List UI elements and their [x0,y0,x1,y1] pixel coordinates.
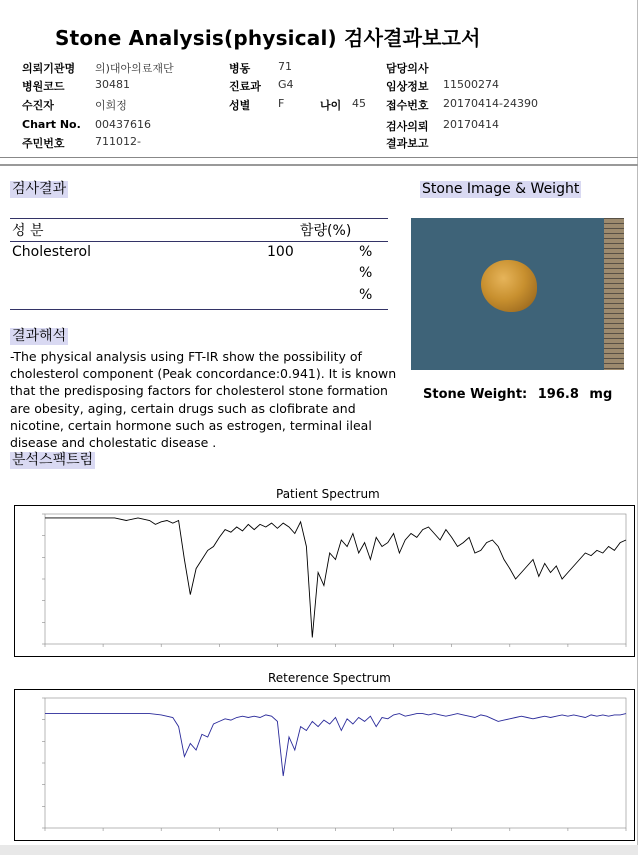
header-label-department: 진료과 [229,80,261,93]
header-label-request-date: 검사의뢰 [386,120,429,133]
header-label-resident-no: 주민번호 [22,137,65,150]
patient-spectrum-chart [14,505,635,657]
header-label-patient: 수진자 [22,99,54,112]
report-title: Stone Analysis(physical) 검사결과보고서 [55,26,481,50]
reference-spectrum-series-line [45,714,626,776]
header-value-patient: 이희정 [95,99,127,112]
patient-spectrum-series-line [45,518,626,638]
header-label-chart-no: Chart No. [22,118,81,131]
header-label-ward: 병동 [229,62,251,75]
header-value-sex: F [278,97,285,110]
patient-spectrum-svg [15,506,634,656]
reference-spectrum-title: Reterence Spectrum [268,671,391,685]
header-value-receipt-no: 20170414-24390 [443,97,538,110]
header-label-receipt-no: 접수번호 [386,99,429,112]
patient-spectrum-title: Patient Spectrum [276,487,380,501]
stone-photo [411,218,624,370]
reference-spectrum-chart [14,689,635,841]
results-row-3-unit: % [359,287,373,303]
stone-weight [423,387,612,402]
results-row-1-value: 100 [267,244,294,260]
results-table-top-line [10,218,388,219]
bottom-bar [0,845,638,855]
header-label-doctor: 담당의사 [386,62,429,75]
header-value-resident-no: 711012- [95,135,141,148]
header-value-ward: 71 [278,60,292,73]
spectrum-section-title: 분석스팩트럼 [12,452,94,468]
results-row-1-component: Cholesterol [12,244,92,260]
header-value-clinical-info: 11500274 [443,78,499,91]
header-value-hospital-code: 30481 [95,78,130,91]
stone-section-title: Stone Image & Weight [422,181,580,197]
results-table-header-line [10,241,388,242]
header-value-request-date: 20170414 [443,118,499,131]
header-label-hospital-code: 병원코드 [22,80,65,93]
ruler-ticks [604,218,624,370]
header-label-report-date: 결과보고 [386,137,429,150]
interpretation-section-title: 결과해석 [12,328,67,344]
patient-spectrum-plot-frame [45,514,626,644]
results-table-bottom-line [10,309,388,310]
header-value-age: 45 [352,97,366,110]
stone-specimen [481,260,537,312]
stone-weight-label: Stone Weight: [423,387,528,402]
results-col-component: 성 분 [12,223,44,239]
header-value-department: G4 [278,78,294,91]
results-row-2-unit: % [359,265,373,281]
stone-weight-unit: mg [589,387,613,402]
results-row-1-unit: % [359,244,373,260]
header-label-institution: 의뢰기관명 [22,62,76,75]
header-value-institution: 의)대아의료재단 [95,62,174,75]
header-label-age: 나이 [320,99,342,112]
header-divider [0,157,638,158]
results-col-content: 함량(%) [300,223,352,239]
header-label-clinical-info: 임상정보 [386,80,429,93]
stone-weight-value: 196.8 [537,387,579,402]
results-section-title: 검사결과 [12,181,67,197]
header-value-chart-no: 00437616 [95,118,151,131]
interpretation-text: -The physical analysis using FT-IR show the possibility of cholesterol component (Peak concordance:0.941). It is known that the predisposing factors for cholesterol stone formation are obesity, aging, certain drugs such as clofibrate and nicotine, certain hormone such as estrogen, terminal ileal disease and cholestatic disease . [10,349,397,451]
reference-spectrum-svg [15,690,634,840]
header-label-sex: 성별 [229,99,251,112]
header-divider-2 [0,164,638,166]
